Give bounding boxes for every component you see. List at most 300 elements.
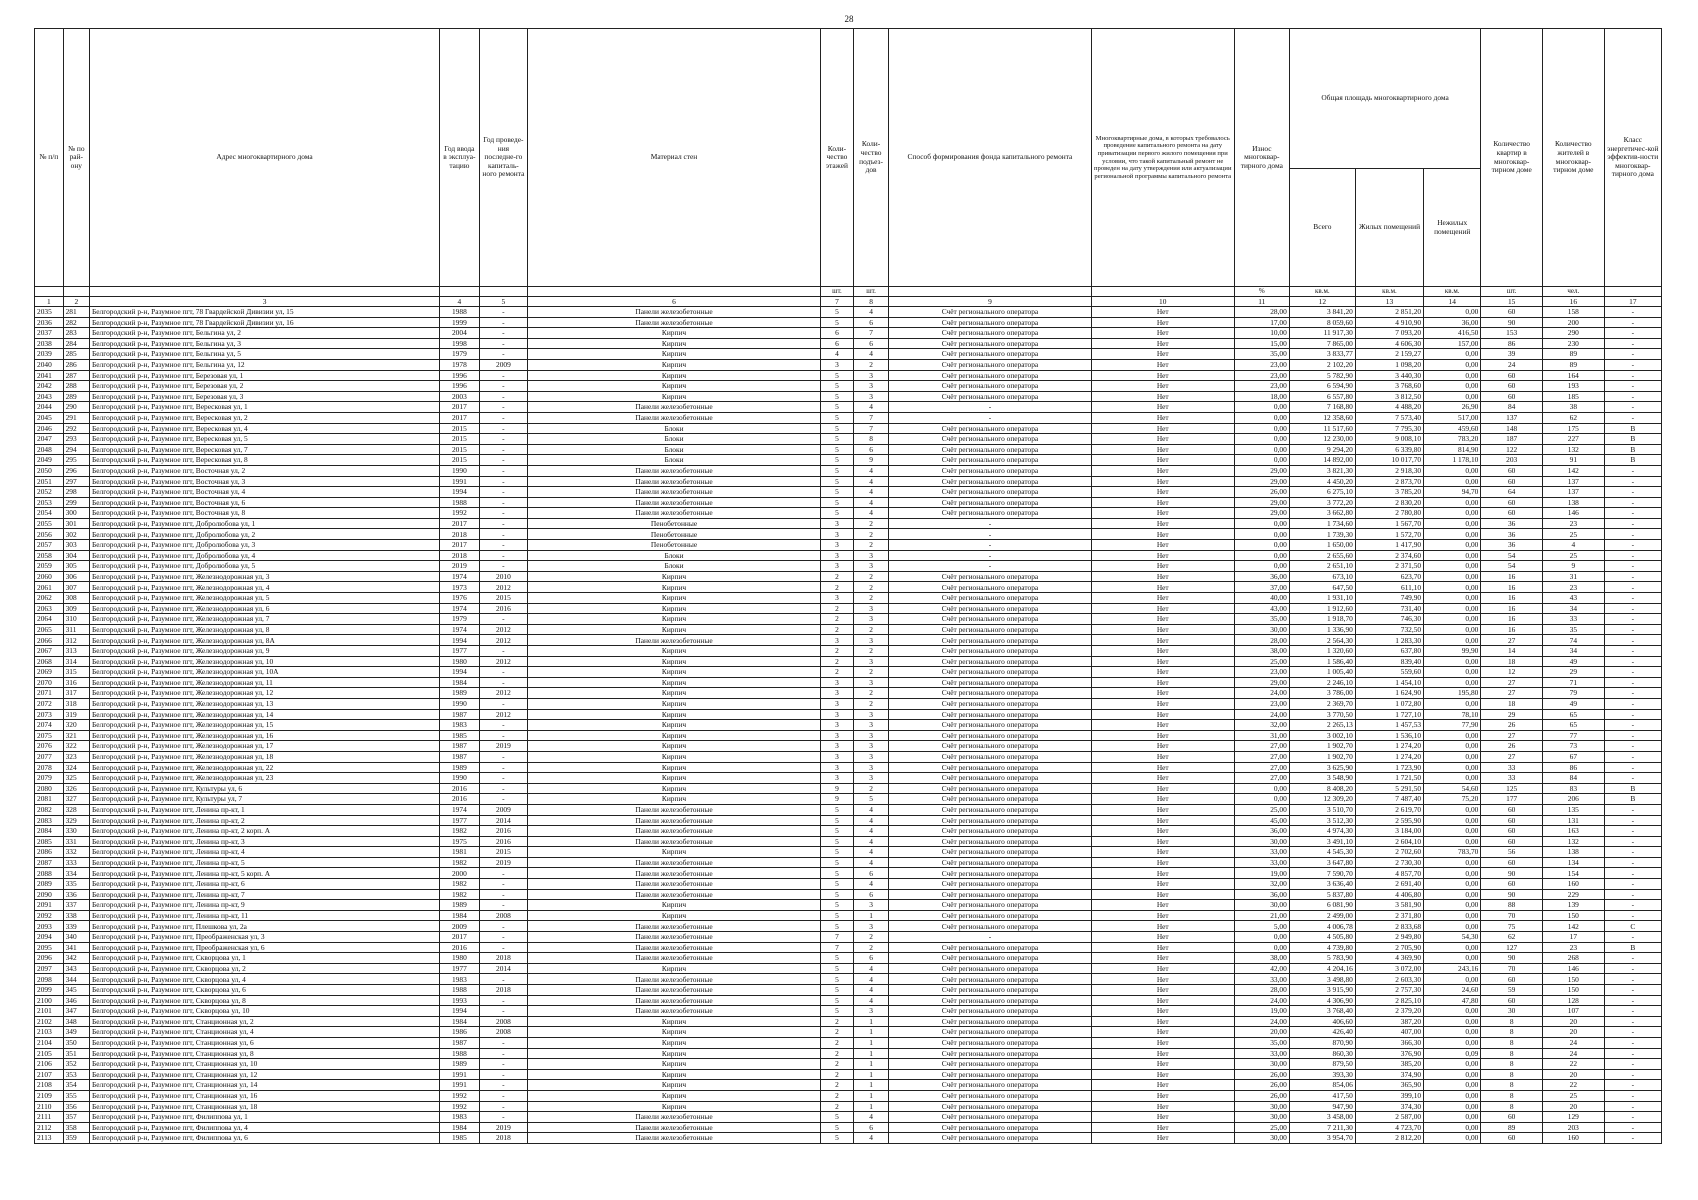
cell-wall-material: Кирпич bbox=[528, 773, 821, 784]
cell-fund-method: Счёт регионального оператора bbox=[889, 889, 1092, 900]
cell-floors: 2 bbox=[820, 667, 853, 678]
cell-residents: 65 bbox=[1543, 720, 1605, 731]
cell-entrances: 4 bbox=[853, 508, 888, 519]
cell-wall-material: Кирпич bbox=[528, 698, 821, 709]
cell-last-repair: - bbox=[479, 1006, 527, 1017]
cell-last-repair: 2016 bbox=[479, 603, 527, 614]
cell-residents: 20 bbox=[1543, 1101, 1605, 1112]
cell-area-total: 3 772,20 bbox=[1289, 497, 1355, 508]
cell-area-total: 4 204,16 bbox=[1289, 963, 1355, 974]
cell-repair-required: Нет bbox=[1091, 423, 1234, 434]
cell-entrances: 8 bbox=[853, 434, 888, 445]
cell-fund-method: Счёт регионального оператора bbox=[889, 1101, 1092, 1112]
cell-district-index: 320 bbox=[63, 720, 89, 731]
cell-last-repair: 2009 bbox=[479, 804, 527, 815]
cell-entrances: 3 bbox=[853, 720, 888, 731]
cell-fund-method: Счёт регионального оператора bbox=[889, 751, 1092, 762]
cell-wall-material: Панели железобетонные bbox=[528, 815, 821, 826]
cell-residents: 17 bbox=[1543, 932, 1605, 943]
cell-energy-class: - bbox=[1604, 1122, 1661, 1133]
cell-entrances: 5 bbox=[853, 794, 888, 805]
cell-index: 2073 bbox=[35, 709, 64, 720]
cell-wear: 35,00 bbox=[1234, 614, 1289, 625]
cell-area-nonresidential: 1 178,10 bbox=[1424, 455, 1481, 466]
cell-residents: 206 bbox=[1543, 794, 1605, 805]
cell-apartments: 60 bbox=[1481, 826, 1543, 837]
cell-last-repair: - bbox=[479, 349, 527, 360]
cell-area-residential: 1 536,10 bbox=[1355, 730, 1423, 741]
cell-year-built: 1974 bbox=[440, 624, 480, 635]
cell-area-total: 3 786,00 bbox=[1289, 688, 1355, 699]
cell-year-built: 1984 bbox=[440, 677, 480, 688]
cell-floors: 5 bbox=[820, 889, 853, 900]
cell-wall-material: Панели железобетонные bbox=[528, 836, 821, 847]
cell-floors: 2 bbox=[820, 614, 853, 625]
cell-area-residential: 749,90 bbox=[1355, 593, 1423, 604]
column-number: 8 bbox=[853, 297, 888, 307]
cell-index: 2081 bbox=[35, 794, 64, 805]
cell-energy-class: - bbox=[1604, 349, 1661, 360]
cell-area-residential: 6 339,80 bbox=[1355, 444, 1423, 455]
cell-wall-material: Панели железобетонные bbox=[528, 317, 821, 328]
cell-repair-required: Нет bbox=[1091, 709, 1234, 720]
cell-floors: 3 bbox=[820, 677, 853, 688]
cell-wear: 33,00 bbox=[1234, 1048, 1289, 1059]
cell-wall-material: Панели железобетонные bbox=[528, 497, 821, 508]
housing-register-table bbox=[34, 28, 1662, 1144]
cell-address: Белгородский р-н, Разумное пгт, Железнодорожная ул, 23 bbox=[90, 773, 440, 784]
cell-last-repair: - bbox=[479, 402, 527, 413]
cell-entrances: 7 bbox=[853, 423, 888, 434]
cell-energy-class: B bbox=[1604, 434, 1661, 445]
cell-area-nonresidential: 99,90 bbox=[1424, 646, 1481, 657]
cell-year-built: 1994 bbox=[440, 1006, 480, 1017]
cell-area-nonresidential: 0,00 bbox=[1424, 921, 1481, 932]
cell-wall-material: Кирпич bbox=[528, 624, 821, 635]
cell-area-residential: 1 417,90 bbox=[1355, 540, 1423, 551]
cell-area-total: 6 557,80 bbox=[1289, 391, 1355, 402]
cell-address: Белгородский р-н, Разумное пгт, Станционная ул, 2 bbox=[90, 1016, 440, 1027]
cell-energy-class: - bbox=[1604, 826, 1661, 837]
cell-apartments: 60 bbox=[1481, 857, 1543, 868]
cell-fund-method: Счёт регионального оператора bbox=[889, 1037, 1092, 1048]
cell-year-built: 1974 bbox=[440, 804, 480, 815]
cell-apartments: 26 bbox=[1481, 741, 1543, 752]
cell-entrances: 4 bbox=[853, 307, 888, 318]
table-row bbox=[35, 815, 1662, 826]
cell-address: Белгородский р-н, Разумное пгт, Станционная ул, 10 bbox=[90, 1059, 440, 1070]
cell-repair-required: Нет bbox=[1091, 550, 1234, 561]
cell-fund-method: Счёт регионального оператора bbox=[889, 1090, 1092, 1101]
cell-last-repair: - bbox=[479, 1048, 527, 1059]
cell-area-total: 4 505,80 bbox=[1289, 932, 1355, 943]
cell-wear: 29,00 bbox=[1234, 465, 1289, 476]
cell-wall-material: Панели железобетонные bbox=[528, 942, 821, 953]
cell-index: 2043 bbox=[35, 391, 64, 402]
cell-area-total: 1 918,70 bbox=[1289, 614, 1355, 625]
cell-fund-method: Счёт регионального оператора bbox=[889, 497, 1092, 508]
cell-last-repair: 2012 bbox=[479, 709, 527, 720]
cell-index: 2095 bbox=[35, 942, 64, 953]
cell-wear: 33,00 bbox=[1234, 857, 1289, 868]
cell-district-index: 357 bbox=[63, 1112, 89, 1123]
cell-repair-required: Нет bbox=[1091, 1016, 1234, 1027]
column-number: 4 bbox=[440, 297, 480, 307]
cell-floors: 2 bbox=[820, 603, 853, 614]
cell-wall-material: Блоки bbox=[528, 423, 821, 434]
cell-energy-class: - bbox=[1604, 370, 1661, 381]
cell-area-nonresidential: 0,09 bbox=[1424, 1048, 1481, 1059]
cell-wall-material: Кирпич bbox=[528, 847, 821, 858]
cell-last-repair: - bbox=[479, 307, 527, 318]
cell-wall-material: Блоки bbox=[528, 444, 821, 455]
cell-floors: 5 bbox=[820, 847, 853, 858]
cell-area-total: 3 954,70 bbox=[1289, 1133, 1355, 1144]
cell-wear: 37,00 bbox=[1234, 582, 1289, 593]
cell-index: 2099 bbox=[35, 985, 64, 996]
cell-wear: 0,00 bbox=[1234, 412, 1289, 423]
cell-area-total: 1 320,60 bbox=[1289, 646, 1355, 657]
cell-area-total: 4 974,30 bbox=[1289, 826, 1355, 837]
table-row bbox=[35, 359, 1662, 370]
header-entrances: Коли-чество подъез-дов bbox=[853, 29, 888, 287]
cell-wear: 23,00 bbox=[1234, 381, 1289, 392]
cell-fund-method: Счёт регионального оператора bbox=[889, 688, 1092, 699]
cell-address: Белгородский р-н, Разумное пгт, Станционная ул, 18 bbox=[90, 1101, 440, 1112]
cell-address: Белгородский р-н, Разумное пгт, Железнодорожная ул, 15 bbox=[90, 720, 440, 731]
cell-wear: 25,00 bbox=[1234, 1122, 1289, 1133]
cell-district-index: 296 bbox=[63, 465, 89, 476]
cell-index: 2071 bbox=[35, 688, 64, 699]
cell-energy-class: - bbox=[1604, 1027, 1661, 1038]
cell-fund-method: Счёт регионального оператора bbox=[889, 635, 1092, 646]
cell-floors: 2 bbox=[820, 1037, 853, 1048]
cell-repair-required: Нет bbox=[1091, 593, 1234, 604]
cell-apartments: 27 bbox=[1481, 635, 1543, 646]
cell-energy-class: - bbox=[1604, 582, 1661, 593]
cell-year-built: 1999 bbox=[440, 317, 480, 328]
cell-area-residential: 7 093,20 bbox=[1355, 328, 1423, 339]
column-number: 11 bbox=[1234, 297, 1289, 307]
cell-entrances: 3 bbox=[853, 381, 888, 392]
cell-wear: 23,00 bbox=[1234, 698, 1289, 709]
cell-residents: 139 bbox=[1543, 900, 1605, 911]
table-row bbox=[35, 317, 1662, 328]
cell-entrances: 3 bbox=[853, 603, 888, 614]
column-number: 5 bbox=[479, 297, 527, 307]
cell-last-repair: - bbox=[479, 932, 527, 943]
cell-energy-class: - bbox=[1604, 593, 1661, 604]
cell-repair-required: Нет bbox=[1091, 857, 1234, 868]
cell-apartments: 60 bbox=[1481, 974, 1543, 985]
cell-last-repair: 2012 bbox=[479, 635, 527, 646]
cell-address: Белгородский р-н, Разумное пгт, Ленина пр-кт, 1 bbox=[90, 804, 440, 815]
cell-fund-method: Счёт регионального оператора bbox=[889, 603, 1092, 614]
cell-area-residential: 376,90 bbox=[1355, 1048, 1423, 1059]
cell-floors: 5 bbox=[820, 836, 853, 847]
cell-residents: 137 bbox=[1543, 487, 1605, 498]
table-row bbox=[35, 455, 1662, 466]
cell-wall-material: Панели железобетонные bbox=[528, 635, 821, 646]
cell-address: Белгородский р-н, Разумное пгт, Восточная ул, 2 bbox=[90, 465, 440, 476]
cell-area-residential: 4 723,70 bbox=[1355, 1122, 1423, 1133]
cell-wear: 0,00 bbox=[1234, 932, 1289, 943]
cell-residents: 67 bbox=[1543, 751, 1605, 762]
cell-last-repair: - bbox=[479, 1090, 527, 1101]
cell-entrances: 3 bbox=[853, 751, 888, 762]
cell-energy-class: - bbox=[1604, 889, 1661, 900]
header-row-index: № п/п bbox=[35, 29, 64, 287]
cell-fund-method: Счёт регионального оператора bbox=[889, 857, 1092, 868]
cell-fund-method: Счёт регионального оператора bbox=[889, 942, 1092, 953]
cell-energy-class: - bbox=[1604, 879, 1661, 890]
cell-area-residential: 2 705,90 bbox=[1355, 942, 1423, 953]
cell-year-built: 1989 bbox=[440, 688, 480, 699]
cell-index: 2067 bbox=[35, 646, 64, 657]
cell-address: Белгородский р-н, Разумное пгт, Железнодорожная ул, 12 bbox=[90, 688, 440, 699]
cell-area-total: 3 768,40 bbox=[1289, 1006, 1355, 1017]
cell-entrances: 3 bbox=[853, 762, 888, 773]
cell-area-nonresidential: 0,00 bbox=[1424, 868, 1481, 879]
table-row bbox=[35, 571, 1662, 582]
unit-apartments: шт. bbox=[1481, 287, 1543, 297]
cell-address: Белгородский р-н, Разумное пгт, Добролюбова ул, 2 bbox=[90, 529, 440, 540]
cell-fund-method: Счёт регионального оператора bbox=[889, 1027, 1092, 1038]
cell-residents: 33 bbox=[1543, 614, 1605, 625]
table-row bbox=[35, 656, 1662, 667]
cell-residents: 49 bbox=[1543, 656, 1605, 667]
header-apartments: Количество квартир в многоквар-тирном доме bbox=[1481, 29, 1543, 287]
cell-district-index: 289 bbox=[63, 391, 89, 402]
cell-last-repair: - bbox=[479, 328, 527, 339]
cell-area-residential: 5 291,50 bbox=[1355, 783, 1423, 794]
cell-energy-class: - bbox=[1604, 932, 1661, 943]
cell-area-nonresidential: 0,00 bbox=[1424, 879, 1481, 890]
cell-energy-class: - bbox=[1604, 868, 1661, 879]
cell-year-built: 2017 bbox=[440, 540, 480, 551]
cell-repair-required: Нет bbox=[1091, 1059, 1234, 1070]
cell-wall-material: Блоки bbox=[528, 561, 821, 572]
cell-floors: 5 bbox=[820, 879, 853, 890]
cell-residents: 24 bbox=[1543, 1048, 1605, 1059]
cell-index: 2066 bbox=[35, 635, 64, 646]
table-row bbox=[35, 1059, 1662, 1070]
cell-last-repair: - bbox=[479, 391, 527, 402]
cell-year-built: 1987 bbox=[440, 709, 480, 720]
cell-index: 2110 bbox=[35, 1101, 64, 1112]
cell-year-built: 2019 bbox=[440, 561, 480, 572]
cell-residents: 128 bbox=[1543, 995, 1605, 1006]
cell-last-repair: - bbox=[479, 476, 527, 487]
header-area-total: Всего bbox=[1289, 169, 1355, 287]
cell-last-repair: - bbox=[479, 783, 527, 794]
cell-last-repair: 2012 bbox=[479, 656, 527, 667]
cell-entrances: 1 bbox=[853, 910, 888, 921]
cell-wall-material: Панели железобетонные bbox=[528, 508, 821, 519]
cell-residents: 175 bbox=[1543, 423, 1605, 434]
cell-wall-material: Кирпич bbox=[528, 667, 821, 678]
cell-floors: 6 bbox=[820, 328, 853, 339]
cell-year-built: 1984 bbox=[440, 1122, 480, 1133]
cell-entrances: 3 bbox=[853, 677, 888, 688]
cell-year-built: 1983 bbox=[440, 720, 480, 731]
column-number: 2 bbox=[63, 297, 89, 307]
cell-wall-material: Блоки bbox=[528, 455, 821, 466]
cell-year-built: 1988 bbox=[440, 985, 480, 996]
cell-address: Белгородский р-н, Разумное пгт, Плешкова ул, 2а bbox=[90, 921, 440, 932]
cell-address: Белгородский р-н, Разумное пгт, Скворцова ул, 6 bbox=[90, 985, 440, 996]
cell-area-residential: 2 595,90 bbox=[1355, 815, 1423, 826]
cell-area-nonresidential: 0,00 bbox=[1424, 730, 1481, 741]
cell-wear: 28,00 bbox=[1234, 985, 1289, 996]
cell-apartments: 148 bbox=[1481, 423, 1543, 434]
cell-area-residential: 2 812,20 bbox=[1355, 1133, 1423, 1144]
cell-last-repair: - bbox=[479, 1112, 527, 1123]
cell-district-index: 334 bbox=[63, 868, 89, 879]
cell-address: Белгородский р-н, Разумное пгт, Ленина пр-кт, 11 bbox=[90, 910, 440, 921]
cell-residents: 132 bbox=[1543, 836, 1605, 847]
cell-apartments: 33 bbox=[1481, 762, 1543, 773]
table-row bbox=[35, 550, 1662, 561]
cell-year-built: 1973 bbox=[440, 582, 480, 593]
cell-address: Белгородский р-н, Разумное пгт, Скворцова ул, 8 bbox=[90, 995, 440, 1006]
cell-last-repair: 2012 bbox=[479, 624, 527, 635]
cell-energy-class: - bbox=[1604, 667, 1661, 678]
table-row bbox=[35, 381, 1662, 392]
cell-residents: 160 bbox=[1543, 879, 1605, 890]
cell-apartments: 30 bbox=[1481, 1006, 1543, 1017]
cell-index: 2097 bbox=[35, 963, 64, 974]
cell-wear: 27,00 bbox=[1234, 773, 1289, 784]
cell-apartments: 36 bbox=[1481, 540, 1543, 551]
cell-address: Белгородский р-н, Разумное пгт, Вересковая ул, 5 bbox=[90, 434, 440, 445]
table-row bbox=[35, 985, 1662, 996]
cell-floors: 5 bbox=[820, 476, 853, 487]
cell-entrances: 4 bbox=[853, 985, 888, 996]
cell-residents: 83 bbox=[1543, 783, 1605, 794]
cell-year-built: 1986 bbox=[440, 1027, 480, 1038]
cell-area-nonresidential: 0,00 bbox=[1424, 508, 1481, 519]
header-wear: Износ многоквар-тирного дома bbox=[1234, 29, 1289, 287]
cell-area-nonresidential: 26,90 bbox=[1424, 402, 1481, 413]
header-area-residential: Жилых помещений bbox=[1355, 169, 1423, 287]
cell-index: 2042 bbox=[35, 381, 64, 392]
cell-district-index: 293 bbox=[63, 434, 89, 445]
cell-repair-required: Нет bbox=[1091, 1080, 1234, 1091]
cell-area-nonresidential: 0,00 bbox=[1424, 667, 1481, 678]
cell-entrances: 2 bbox=[853, 518, 888, 529]
cell-apartments: 8 bbox=[1481, 1016, 1543, 1027]
cell-address: Белгородский р-н, Разумное пгт, Железнодорожная ул, 11 bbox=[90, 677, 440, 688]
cell-last-repair: 2019 bbox=[479, 741, 527, 752]
cell-entrances: 6 bbox=[853, 889, 888, 900]
cell-wear: 15,00 bbox=[1234, 338, 1289, 349]
cell-address: Белгородский р-н, Разумное пгт, Железнодорожная ул, 17 bbox=[90, 741, 440, 752]
cell-wear: 0,00 bbox=[1234, 550, 1289, 561]
cell-floors: 7 bbox=[820, 942, 853, 953]
cell-index: 2113 bbox=[35, 1133, 64, 1144]
cell-energy-class: - bbox=[1604, 698, 1661, 709]
cell-area-residential: 4 369,90 bbox=[1355, 953, 1423, 964]
cell-fund-method: Счёт регионального оператора bbox=[889, 370, 1092, 381]
cell-fund-method: Счёт регионального оператора bbox=[889, 783, 1092, 794]
cell-year-built: 2017 bbox=[440, 412, 480, 423]
cell-entrances: 9 bbox=[853, 455, 888, 466]
table-row bbox=[35, 751, 1662, 762]
cell-area-nonresidential: 0,00 bbox=[1424, 953, 1481, 964]
table-row bbox=[35, 529, 1662, 540]
cell-apartments: 84 bbox=[1481, 402, 1543, 413]
cell-wall-material: Кирпич bbox=[528, 900, 821, 911]
cell-fund-method: Счёт регионального оператора bbox=[889, 826, 1092, 837]
cell-fund-method: Счёт регионального оператора bbox=[889, 317, 1092, 328]
cell-residents: 65 bbox=[1543, 709, 1605, 720]
cell-entrances: 6 bbox=[853, 868, 888, 879]
cell-address: Белгородский р-н, Разумное пгт, Восточная ул, 8 bbox=[90, 508, 440, 519]
cell-apartments: 56 bbox=[1481, 847, 1543, 858]
cell-last-repair: 2010 bbox=[479, 571, 527, 582]
cell-last-repair: 2019 bbox=[479, 1122, 527, 1133]
cell-wall-material: Панели железобетонные bbox=[528, 1122, 821, 1133]
cell-wall-material: Кирпич bbox=[528, 688, 821, 699]
cell-fund-method: Счёт регионального оператора bbox=[889, 667, 1092, 678]
cell-apartments: 60 bbox=[1481, 497, 1543, 508]
cell-area-nonresidential: 0,00 bbox=[1424, 550, 1481, 561]
cell-area-residential: 2 374,60 bbox=[1355, 550, 1423, 561]
cell-apartments: 8 bbox=[1481, 1090, 1543, 1101]
column-number: 12 bbox=[1289, 297, 1355, 307]
cell-area-nonresidential: 0,00 bbox=[1424, 1069, 1481, 1080]
cell-fund-method: Счёт регионального оператора bbox=[889, 1048, 1092, 1059]
cell-energy-class: - bbox=[1604, 338, 1661, 349]
cell-floors: 6 bbox=[820, 338, 853, 349]
table-row bbox=[35, 476, 1662, 487]
cell-residents: 62 bbox=[1543, 412, 1605, 423]
cell-year-built: 1980 bbox=[440, 656, 480, 667]
cell-year-built: 1982 bbox=[440, 857, 480, 868]
cell-energy-class: - bbox=[1604, 402, 1661, 413]
cell-area-nonresidential: 0,00 bbox=[1424, 349, 1481, 360]
cell-area-total: 7 590,70 bbox=[1289, 868, 1355, 879]
cell-district-index: 358 bbox=[63, 1122, 89, 1133]
cell-area-nonresidential: 77,90 bbox=[1424, 720, 1481, 731]
cell-energy-class: - bbox=[1604, 307, 1661, 318]
table-row bbox=[35, 518, 1662, 529]
cell-address: Белгородский р-н, Разумное пгт, Станционная ул, 16 bbox=[90, 1090, 440, 1101]
cell-year-built: 2000 bbox=[440, 868, 480, 879]
cell-residents: 132 bbox=[1543, 444, 1605, 455]
cell-apartments: 8 bbox=[1481, 1080, 1543, 1091]
cell-repair-required: Нет bbox=[1091, 953, 1234, 964]
cell-index: 2041 bbox=[35, 370, 64, 381]
cell-repair-required: Нет bbox=[1091, 730, 1234, 741]
table-row bbox=[35, 667, 1662, 678]
table-row bbox=[35, 1006, 1662, 1017]
cell-area-total: 854,06 bbox=[1289, 1080, 1355, 1091]
cell-area-nonresidential: 36,00 bbox=[1424, 317, 1481, 328]
cell-area-nonresidential: 0,00 bbox=[1424, 698, 1481, 709]
cell-last-repair: - bbox=[479, 879, 527, 890]
cell-area-total: 673,10 bbox=[1289, 571, 1355, 582]
cell-residents: 129 bbox=[1543, 1112, 1605, 1123]
cell-repair-required: Нет bbox=[1091, 338, 1234, 349]
cell-wall-material: Пенобетонные bbox=[528, 529, 821, 540]
cell-last-repair: - bbox=[479, 942, 527, 953]
cell-area-residential: 3 812,50 bbox=[1355, 391, 1423, 402]
cell-repair-required: Нет bbox=[1091, 1006, 1234, 1017]
cell-wall-material: Панели железобетонные bbox=[528, 995, 821, 1006]
cell-entrances: 3 bbox=[853, 921, 888, 932]
